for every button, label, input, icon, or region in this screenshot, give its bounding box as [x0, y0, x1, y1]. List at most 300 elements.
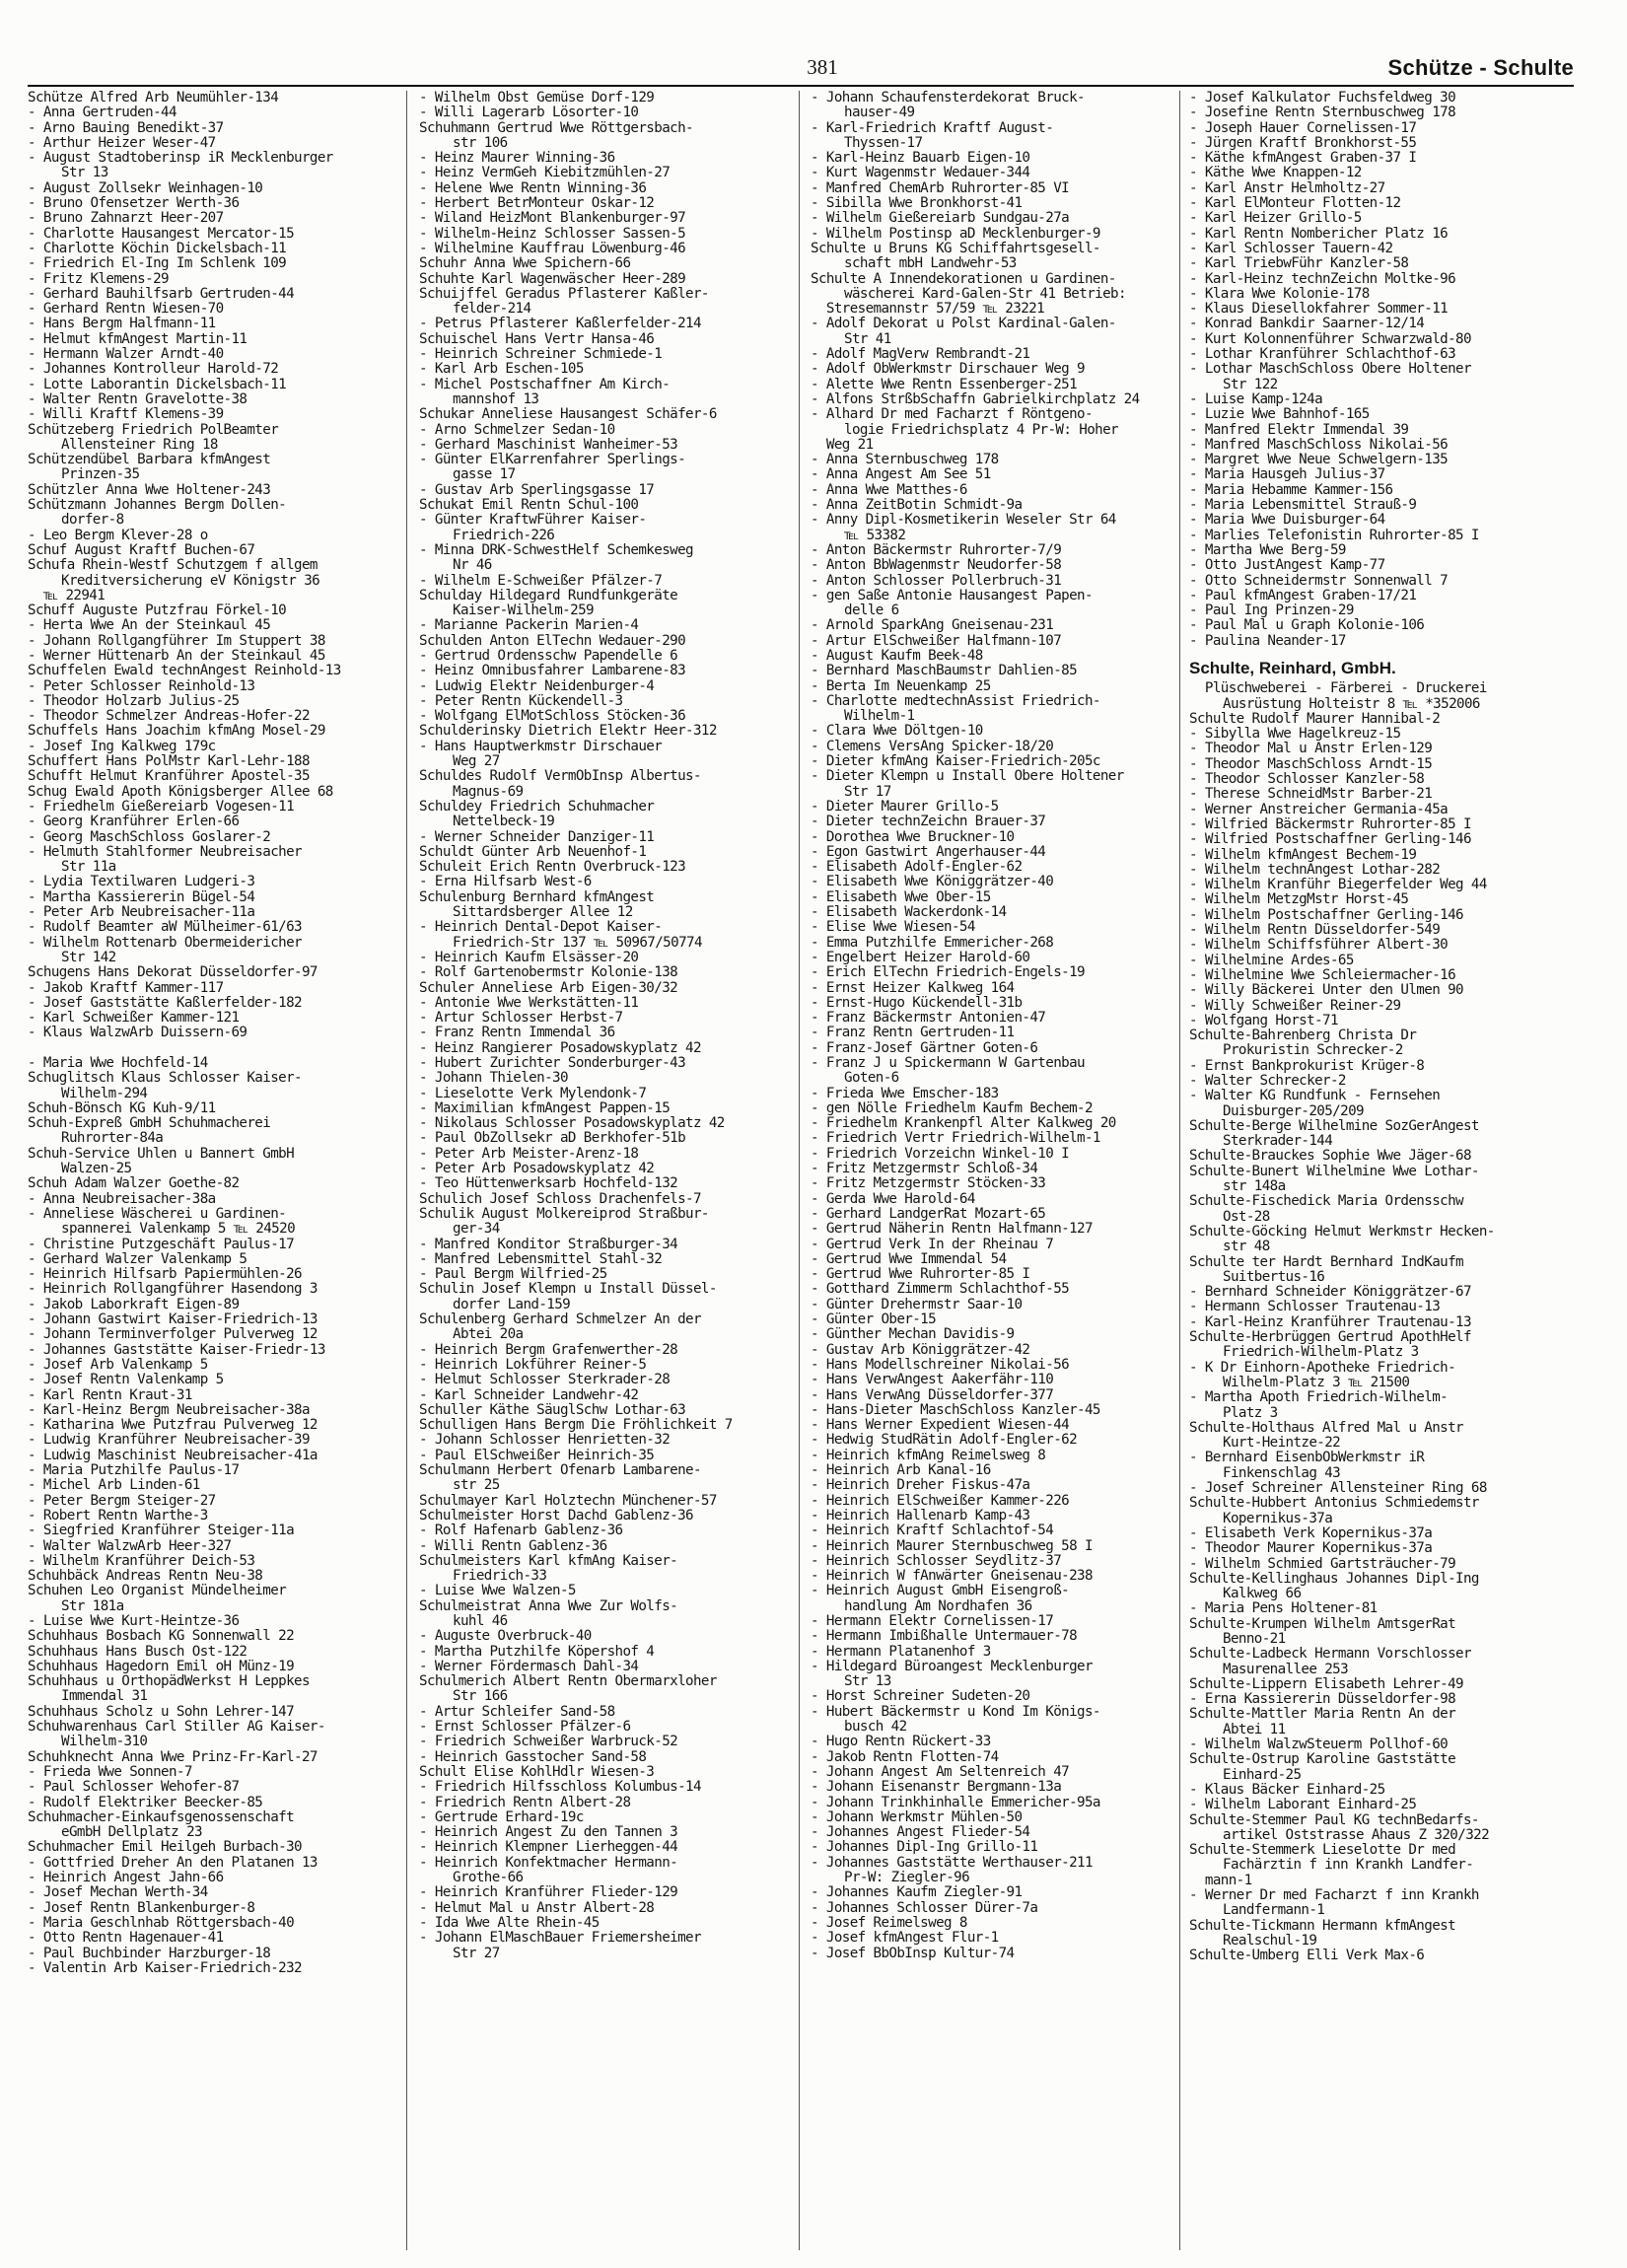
entry-text: - Valentin Arb Kaiser-Friedrich-232 — [28, 1959, 302, 1976]
entry-text: - Hermann Walzer Arndt-40 — [28, 346, 224, 363]
directory-entry — [811, 1796, 1177, 1810]
entry-text: - Peter Arb Meister-Arenz-18 — [419, 1145, 639, 1162]
directory-entry — [1189, 727, 1574, 742]
entry-text: Schulte-Hubbert Antonius Schmiedemstr — [1189, 1495, 1479, 1512]
entry-text: - Friedrich Schweißer Warbruck-52 — [419, 1734, 678, 1750]
entry-text: - Josef kfmAngest Flur-1 — [811, 1930, 999, 1947]
entry-text: - Maria Wwe Hochfeld-14 — [28, 1055, 208, 1071]
directory-column-1 — [28, 91, 394, 2250]
entry-text: - Günther Mechan Davidis-9 — [811, 1326, 1015, 1343]
entry-text: - Arthur Heizer Weser-47 — [28, 134, 216, 151]
directory-entry — [419, 1071, 786, 1086]
entry-text: - Karl Schneider Landwehr-42 — [419, 1386, 639, 1403]
entry-text: Schulenberg Gerhard Schmelzer An der — [419, 1311, 701, 1328]
entry-text: - Karl Heizer Grillo-5 — [1189, 210, 1362, 227]
entry-continuation: Str 11a — [61, 859, 116, 876]
entry-text: - Heinrich Gasstocher Sand-58 — [419, 1748, 647, 1765]
entry-text: - Hans Modellschreiner Nikolai-56 — [811, 1356, 1070, 1373]
entry-text: Schuf August Kraftf Buchen-67 — [28, 541, 255, 558]
entry-text: - Bruno Zahnarzt Heer-207 — [28, 210, 224, 227]
directory-entry — [811, 272, 1177, 303]
entry-continuation: str 48 — [1223, 1239, 1270, 1255]
entry-text: - Karl ElMonteur Flotten-12 — [1189, 195, 1401, 212]
entry-text: - Friedrich El-Ing Im Schlenk 109 — [28, 255, 287, 272]
entry-text: Schulte-Bahrenberg Christa Dr — [1189, 1028, 1417, 1044]
directory-entry — [28, 1554, 394, 1569]
directory-entry — [28, 1463, 394, 1478]
directory-entry — [811, 649, 1177, 664]
entry-text: - Wilhelm Schmied Gartsträucher-79 — [1189, 1555, 1456, 1572]
entry-continuation: Str 181a — [61, 1597, 124, 1614]
entry-text: - Margret Wwe Neue Schwelgern-135 — [1189, 452, 1449, 468]
entry-continuation: Friedrich-33 — [453, 1568, 547, 1585]
directory-entry — [419, 498, 786, 513]
directory-entry — [419, 664, 786, 678]
directory-entry — [28, 1176, 394, 1191]
directory-entry — [419, 1885, 786, 1900]
directory-entry — [1189, 1798, 1574, 1812]
directory-entry — [1189, 1949, 1574, 1963]
directory-entry — [1189, 106, 1574, 120]
directory-entry — [28, 136, 394, 151]
entry-text: - Martha Kassiererin Bügel-54 — [28, 888, 255, 905]
directory-entry — [28, 1282, 394, 1297]
entry-text: - Heinrich Kranführer Flieder-129 — [419, 1884, 678, 1901]
entry-text: - Luise Wwe Kurt-Heintze-36 — [28, 1612, 240, 1629]
entry-text: Schulik August Molkereiprod Straßbur- — [419, 1205, 709, 1222]
directory-entry — [419, 1192, 786, 1207]
entry-text: - Heinrich Schreiner Schmiede-1 — [419, 346, 663, 363]
directory-entry — [419, 1494, 786, 1509]
entry-continuation: hauser-49 — [844, 105, 915, 121]
directory-entry — [28, 664, 394, 678]
entry-text: - Friedhelm Gießereiarb Vogesen-11 — [28, 798, 295, 815]
entry-text: Schützeberg Friedrich PolBeamter — [28, 421, 279, 438]
directory-entry — [1189, 1843, 1574, 1874]
directory-entry — [1189, 954, 1574, 968]
entry-text: - Günter KraftwFührer Kaiser- — [419, 512, 647, 529]
directory-entry — [28, 1494, 394, 1509]
entry-text: Schulderinsky Dietrich Elektr Heer-312 — [419, 723, 717, 740]
entry-text: - Lydia Textilwaren Ludgeri-3 — [28, 874, 255, 890]
entry-text: - Johannes Dipl-Ing Grillo-11 — [811, 1839, 1038, 1856]
directory-entry — [28, 91, 394, 106]
directory-entry — [1189, 1255, 1574, 1286]
directory-entry — [419, 1373, 786, 1387]
entry-text: - Heinrich Dental-Depot Kaiser- — [419, 919, 663, 936]
entry-text: - Clemens VersAng Spicker-18/20 — [811, 738, 1054, 754]
directory-entry — [28, 378, 394, 392]
directory-entry — [28, 543, 394, 558]
directory-entry — [419, 166, 786, 180]
entry-text: - Karl Schweißer Kammer-121 — [28, 1010, 240, 1027]
entry-text: - Josef BbObInsp Kultur-74 — [811, 1945, 1015, 1961]
directory-entry — [28, 1765, 394, 1780]
directory-entry — [419, 362, 786, 377]
directory-entry — [1189, 757, 1574, 772]
entry-text: - Rudolf Elektriker Beecker-85 — [28, 1794, 263, 1810]
entry-text: - Gertrud Wwe Immendal 54 — [811, 1250, 1007, 1267]
directory-entry — [811, 1509, 1177, 1524]
entry-continuation: Friedrich-226 — [453, 527, 555, 543]
entry-text: - Werner Schneider Danziger-11 — [419, 828, 655, 845]
entry-text: - Josef Schreiner Allensteiner Ring 68 — [1189, 1480, 1487, 1497]
entry-text: - Karl Anstr Helmholtz-27 — [1189, 179, 1385, 196]
directory-entry — [419, 860, 786, 875]
entry-text: - Johann Gastwirt Kaiser-Friedrich-13 — [28, 1311, 318, 1328]
directory-entry — [419, 211, 786, 226]
entry-continuation: Grothe-66 — [453, 1870, 524, 1886]
entry-text: - Käthe kfmAngest Graben-37 I — [1189, 150, 1417, 167]
directory-entry — [811, 121, 1177, 152]
entry-text: - Georg Kranführer Erlen-66 — [28, 814, 240, 830]
entry-text: - Anna Angest Am See 51 — [811, 466, 991, 483]
entry-text: Schulte-Ostrup Karoline Gaststätte — [1189, 1751, 1456, 1768]
directory-entry — [419, 1252, 786, 1267]
directory-entry — [811, 1780, 1177, 1795]
directory-entry — [419, 242, 786, 256]
directory-entry — [811, 317, 1177, 347]
directory-entry — [419, 1162, 786, 1176]
entry-text: - Otto Schneidermstr Sonnenwall 7 — [1189, 572, 1449, 589]
entry-text: - Ida Wwe Alte Rhein-45 — [419, 1914, 600, 1931]
entry-text: - Helmut Mal u Anstr Albert-28 — [419, 1899, 655, 1916]
entry-text: - Leo Bergm Klever-28 o — [28, 527, 208, 543]
entry-text: - Karl-Heinz Bauarb Eigen-10 — [811, 150, 1030, 167]
entry-text: - Konrad Bankdir Saarner-12/14 — [1189, 316, 1425, 332]
entry-text: Schulin Josef Klempn u Install Düssel- — [419, 1281, 717, 1298]
entry-text: - Alette Wwe Rentn Essenberger-251 — [811, 376, 1078, 392]
directory-entry — [419, 1810, 786, 1825]
directory-entry — [811, 1645, 1177, 1660]
directory-entry — [28, 785, 394, 800]
entry-text: - Charlotte Hausangest Mercator-15 — [28, 225, 295, 242]
entry-text: - Helmuth Stahlformer Neubreisacher — [28, 843, 302, 860]
directory-entry — [419, 332, 786, 347]
directory-entry — [1189, 1089, 1574, 1119]
directory-entry — [811, 1660, 1177, 1690]
entry-continuation: Realschul-19 — [1223, 1932, 1317, 1949]
entry-text: - Michel Arb Linden-61 — [28, 1477, 200, 1494]
entry-text: Schuffert Hans PolMstr Karl-Lehr-188 — [28, 753, 310, 770]
entry-text: - Emma Putzhilfe Emmericher-268 — [811, 934, 1054, 951]
directory-entry — [419, 1176, 786, 1191]
entry-text: - Martha Apoth Friedrich-Wilhelm- — [1189, 1389, 1449, 1406]
directory-entry — [1189, 196, 1574, 211]
directory-entry — [1189, 634, 1574, 649]
entry-continuation: Sittardsberger Allee 12 — [453, 904, 633, 921]
entry-text: - Lothar Kranführer Schlachthof-63 — [1189, 346, 1456, 363]
entry-text: Schulte-Umberg Elli Verk Max-6 — [1189, 1948, 1425, 1964]
directory-entry — [28, 800, 394, 815]
entry-text: - Johann Trinkhinhalle Emmericher-95a — [811, 1794, 1100, 1810]
directory-entry — [1189, 589, 1574, 603]
directory-entry — [811, 1916, 1177, 1931]
entry-continuation: Suitbertus-16 — [1223, 1268, 1325, 1285]
entry-text: - Gustav Arb Königgrätzer-42 — [811, 1341, 1030, 1358]
entry-text: Schulte ter Hardt Bernhard IndKaufm — [1189, 1253, 1463, 1270]
entry-text: - Artur Schlosser Herbst-7 — [419, 1010, 623, 1027]
directory-entry — [811, 951, 1177, 965]
entry-text: Schulte-Krumpen Wilhelm AmtsgerRat — [1189, 1615, 1456, 1632]
entry-text: - Paul ObZollsekr aD Berkhofer-51b — [419, 1130, 686, 1147]
entry-text: - Willi Rentn Gablenz-36 — [419, 1537, 607, 1554]
entry-text: - Elisabeth Wackerdonk-14 — [811, 904, 1007, 921]
entry-text: - Peter Arb Neubreisacher-11a — [28, 904, 255, 921]
directory-entry — [28, 1101, 394, 1116]
directory-entry — [28, 317, 394, 331]
entry-continuation: Sterkrader-144 — [1223, 1133, 1333, 1150]
directory-entry — [419, 1011, 786, 1026]
entry-text: Schuhwarenhaus Carl Stiller AG Kaiser- — [28, 1719, 325, 1736]
entry-text: - Heinrich Angest Zu den Tannen 3 — [419, 1824, 678, 1841]
directory-entry — [28, 754, 394, 769]
directory-entry — [419, 1358, 786, 1373]
entry-text: - Willy Schweißer Reiner-29 — [1189, 997, 1401, 1014]
entry-text: Schützmann Johannes Bergm Dollen- — [28, 497, 287, 514]
entry-text: - Peter Rentn Kückendell-3 — [419, 692, 623, 709]
entry-text: - Sibylla Wwe Hagelkreuz-15 — [1189, 726, 1401, 743]
directory-entry — [1189, 772, 1574, 787]
entry-text: Schukat Emil Rentn Schul-100 — [419, 497, 639, 514]
directory-entry — [811, 769, 1177, 800]
entry-text: - Erna Hilfsarb West-6 — [419, 874, 592, 890]
entry-text: - Wilhelmine Wwe Schleiermacher-16 — [1189, 966, 1456, 983]
entry-text: - Gertrud Näherin Rentn Halfmann-127 — [811, 1221, 1093, 1238]
entry-continuation: Str 27 — [453, 1945, 500, 1961]
directory-entry — [811, 1825, 1177, 1840]
directory-entry — [1189, 392, 1574, 407]
entry-text: Schulmerich Albert Rentn Obermarxloher — [419, 1673, 717, 1690]
entry-text: Schuff Auguste Putzfrau Förkel-10 — [28, 602, 287, 619]
directory-entry — [811, 1524, 1177, 1538]
directory-entry — [811, 1614, 1177, 1629]
directory-entry — [811, 664, 1177, 678]
directory-entry — [811, 800, 1177, 815]
entry-text: - Egon Gastwirt Angerhauser-44 — [811, 843, 1046, 860]
directory-entry — [811, 815, 1177, 829]
directory-entry — [811, 1176, 1177, 1191]
directory-entry — [28, 302, 394, 317]
directory-entry — [1189, 1074, 1574, 1089]
directory-entry — [28, 423, 394, 454]
entry-text: - Heinrich Konfektmacher Hermann- — [419, 1854, 678, 1871]
directory-entry — [1189, 332, 1574, 347]
entry-text: - Wilhelmine Kauffrau Löwenburg-46 — [419, 240, 686, 256]
entry-text: - Helene Wwe Rentn Winning-36 — [419, 179, 647, 196]
directory-entry — [811, 1403, 1177, 1418]
directory-entry — [28, 845, 394, 876]
entry-text: - Hugo Rentn Rückert-33 — [811, 1734, 991, 1750]
entry-text: - Wilhelmine Ardes-65 — [1189, 952, 1354, 968]
entry-text: Schuhmann Gertrud Wwe Röttgersbach- — [419, 119, 693, 136]
entry-text: - Arnold SparkAng Gneisenau-231 — [811, 617, 1054, 634]
directory-entry — [1189, 467, 1574, 482]
directory-entry — [1189, 1617, 1574, 1648]
entry-text: - Elisabeth Wwe Ober-15 — [811, 888, 991, 905]
directory-entry — [28, 106, 394, 120]
directory-entry — [28, 1388, 394, 1403]
entry-text: - Dieter Klempn u Install Obere Holtener — [811, 768, 1124, 785]
entry-text: Schuffels Hans Joachim kfmAng Mosel-29 — [28, 723, 325, 740]
entry-text: Schufft Helmut Kranführer Apostel-35 — [28, 768, 310, 785]
entry-continuation: Platz 3 — [1223, 1404, 1278, 1421]
entry-text: - Lotte Laborantin Dickelsbach-11 — [28, 376, 287, 392]
directory-entry — [28, 589, 394, 603]
directory-entry — [1189, 1390, 1574, 1421]
directory-entry — [28, 936, 394, 966]
entry-text: Plüschweberei - Färberei - Druckerei — [1189, 680, 1487, 697]
entry-continuation: str 106 — [453, 134, 508, 151]
entry-continuation: Prinzen-35 — [61, 466, 140, 483]
entry-text: - Georg MaschSchloss Goslarer-2 — [28, 828, 271, 845]
directory-entry — [419, 181, 786, 196]
entry-text: - Walter WalzwArb Heer-327 — [28, 1537, 232, 1554]
entry-text: - Gerhard Maschinist Wanheimer-53 — [419, 436, 678, 453]
entry-text: - Karl Arb Eschen-105 — [419, 361, 584, 378]
entry-text: - Willy Bäckerei Unter den Ulmen 90 — [1189, 982, 1463, 999]
directory-entry — [811, 347, 1177, 362]
entry-text: - Franz Bäckermstr Antonien-47 — [811, 1010, 1046, 1027]
entry-text: - Bernhard MaschBaumstr Dahlien-85 — [811, 663, 1078, 679]
directory-entry — [1189, 483, 1574, 498]
entry-text: - Manfred Elektr Immendal 39 — [1189, 421, 1409, 438]
entry-text: - Hermann Imbißhalle Untermauer-78 — [811, 1628, 1078, 1645]
entry-text: - Johann Angest Am Seltenreich 47 — [811, 1763, 1070, 1780]
entry-text: - Herta Wwe An der Steinkaul 45 — [28, 617, 271, 634]
directory-entry — [419, 1388, 786, 1403]
directory-entry — [1189, 1874, 1574, 1888]
entry-text: - Wilhelm-Heinz Schlosser Sassen-5 — [419, 225, 686, 242]
directory-entry — [28, 1312, 394, 1327]
directory-entry — [28, 981, 394, 996]
directory-entry — [28, 740, 394, 754]
entry-text: Schuhen Leo Organist Mündelheimer — [28, 1583, 287, 1599]
directory-entry — [419, 543, 786, 574]
entry-text: Schuhmacher-Einkaufsgenossenschaft — [28, 1808, 295, 1825]
entry-text: - Willi Lagerarb Lösorter-10 — [419, 105, 639, 121]
entry-continuation: Benno-21 — [1223, 1630, 1286, 1647]
directory-entry — [28, 1796, 394, 1810]
entry-continuation: Kreditversicherung eV Königstr 36 — [61, 572, 320, 589]
directory-entry — [811, 936, 1177, 951]
entry-text: - Karl-Heinz Kranführer Trautenau-13 — [1189, 1313, 1471, 1330]
directory-entry — [419, 574, 786, 589]
directory-entry — [1189, 317, 1574, 331]
directory-entry — [28, 1885, 394, 1900]
entry-text: - Friedrich Vorzeichn Winkel-10 I — [811, 1145, 1070, 1162]
entry-continuation: Nettelbeck-19 — [453, 814, 555, 830]
directory-entry — [28, 905, 394, 920]
directory-entry — [419, 1796, 786, 1810]
entry-text: - Gerhard Walzer Valenkamp 5 — [28, 1250, 248, 1267]
directory-entry — [419, 317, 786, 331]
directory-entry — [419, 981, 786, 996]
directory-entry — [28, 679, 394, 694]
directory-entry — [811, 1689, 1177, 1704]
directory-entry — [419, 347, 786, 362]
entry-text: - Elise Wwe Wiesen-54 — [811, 919, 975, 936]
directory-entry — [1189, 863, 1574, 878]
entry-text: - Otto JustAngest Kamp-77 — [1189, 557, 1385, 574]
directory-entry — [419, 378, 786, 408]
directory-entry — [28, 1931, 394, 1946]
directory-entry — [419, 1418, 786, 1433]
directory-entry — [1189, 513, 1574, 528]
directory-entry — [811, 1584, 1177, 1614]
entry-text: - Heinz Maurer Winning-36 — [419, 150, 615, 167]
entry-text: - Karl-Heinz technZeichn Moltke-96 — [1189, 270, 1456, 287]
directory-entry — [811, 513, 1177, 543]
entry-text: - Gerhard LandgerRat Mozart-65 — [811, 1205, 1046, 1222]
directory-entry — [811, 996, 1177, 1011]
directory-entry — [1189, 1707, 1574, 1737]
entry-text: - Gerhard Bauhilfsarb Gertruden-44 — [28, 285, 295, 302]
entry-text: - Heinrich Schlosser Seydlitz-37 — [811, 1552, 1062, 1569]
directory-entry — [28, 1449, 394, 1463]
directory-entry — [419, 423, 786, 438]
directory-entry — [811, 830, 1177, 845]
entry-text: Schulmann Herbert Ofenarb Lambarene- — [419, 1462, 701, 1479]
entry-text: - Charlotte medtechnAssist Friedrich- — [811, 692, 1100, 709]
directory-entry — [1189, 256, 1574, 271]
directory-entry — [419, 1840, 786, 1855]
entry-text: - Maria Putzhilfe Paulus-17 — [28, 1462, 240, 1479]
entry-continuation: Wilhelm-1 — [844, 708, 915, 725]
directory-entry — [419, 1087, 786, 1101]
directory-entry — [419, 875, 786, 889]
directory-entry — [28, 362, 394, 377]
entry-text: - Peter Schlosser Reinhold-13 — [28, 677, 255, 694]
entry-continuation: Walzen-25 — [61, 1161, 132, 1177]
directory-entry — [811, 845, 1177, 860]
entry-text: Schulte A Innendekorationen u Gardinen- — [811, 270, 1116, 287]
entry-text: - Ludwig Kranführer Neubreisacher-39 — [28, 1432, 310, 1449]
directory-entry — [1189, 1647, 1574, 1677]
directory-entry — [28, 151, 394, 181]
entry-text: - Manfred Lebensmittel Stahl-32 — [419, 1250, 663, 1267]
entry-continuation: Str 166 — [453, 1688, 508, 1705]
entry-text: - Hubert Zurichter Sonderburger-43 — [419, 1055, 686, 1071]
directory-entry — [811, 1569, 1177, 1584]
entry-text: - Paul Ing Prinzen-29 — [1189, 602, 1354, 619]
directory-entry — [1189, 1014, 1574, 1028]
directory-entry — [1189, 1300, 1574, 1314]
directory-entry — [28, 227, 394, 242]
entry-text: - Luise Wwe Walzen-5 — [419, 1583, 576, 1599]
directory-entry — [811, 498, 1177, 513]
directory-entry — [28, 287, 394, 302]
entry-text: Schulte-Berge Wilhelmine SozGerAngest — [1189, 1117, 1479, 1134]
directory-entry — [1189, 817, 1574, 832]
directory-entry — [419, 634, 786, 649]
entry-text: - Johann Thielen-30 — [419, 1070, 568, 1087]
entry-text: - Antonie Wwe Werkstätten-11 — [419, 994, 639, 1011]
directory-entry — [419, 151, 786, 166]
entry-text: - Wilhelm Postinsp aD Mecklenburger-9 — [811, 225, 1100, 242]
entry-text: Schuhbäck Andreas Rentn Neu-38 — [28, 1568, 263, 1585]
entry-text: Schuhhaus Scholz u Sohn Lehrer-147 — [28, 1703, 295, 1720]
page-number: 381 — [807, 55, 838, 79]
entry-continuation: Finkenschlag 43 — [1223, 1464, 1341, 1481]
entry-text: - Karl TriebwFühr Kanzler-58 — [1189, 255, 1409, 272]
directory-entry — [419, 1509, 786, 1524]
entry-continuation: Wilhelm-Platz 3 ℡ 21500 — [1223, 1374, 1410, 1390]
directory-entry — [1189, 558, 1574, 573]
entry-continuation: Magnus-69 — [453, 783, 524, 800]
entry-text: - Willi Kraftf Klemens-39 — [28, 406, 224, 423]
entry-text: - Ludwig Maschinist Neubreisacher-41a — [28, 1447, 318, 1463]
